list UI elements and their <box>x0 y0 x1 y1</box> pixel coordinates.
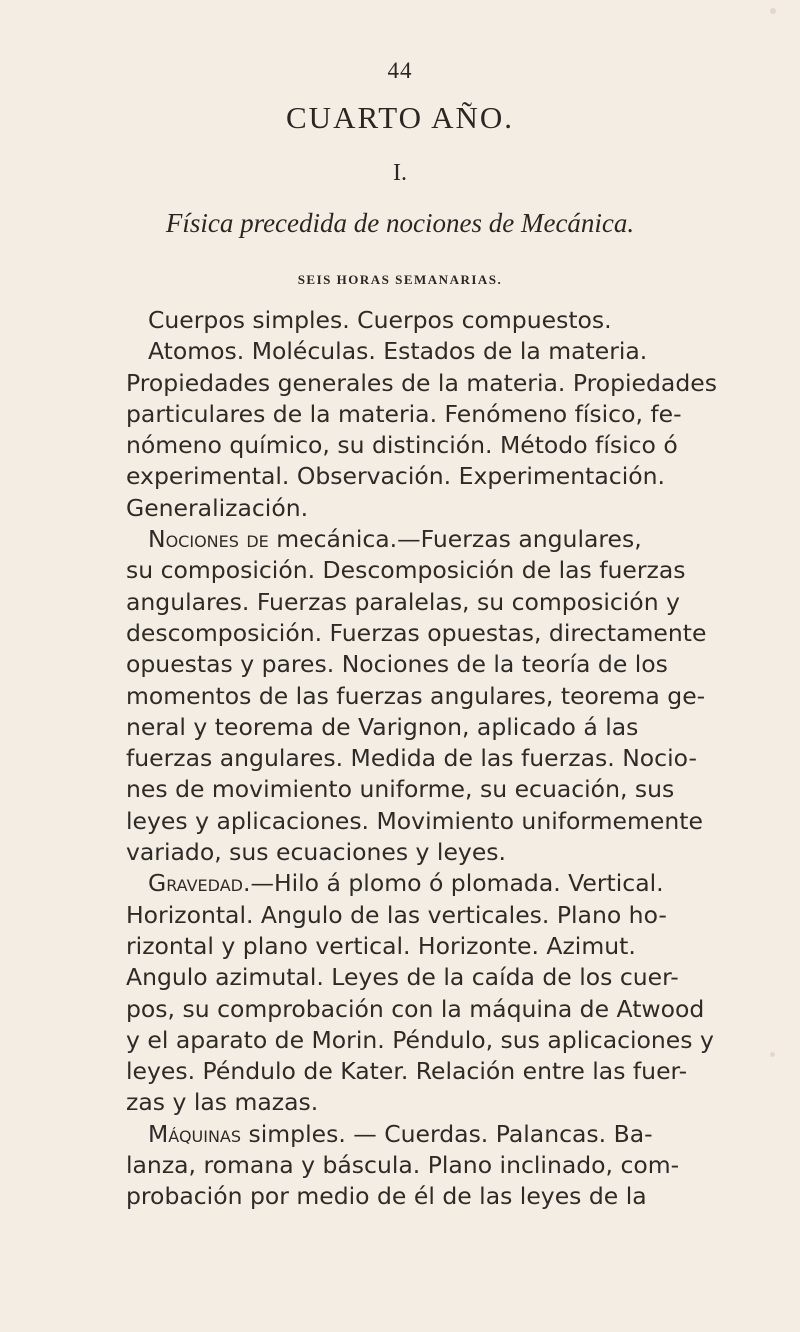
chapter-title: CUARTO AÑO. <box>286 100 514 135</box>
text-line <box>148 1119 788 1150</box>
text-line: Atomos. Moléculas. Estados de la materia. <box>148 337 648 366</box>
text-line: leyes. Péndulo de Kater. Relación entre las fuer- <box>126 1057 688 1086</box>
text-run: mecánica.—Fuerzas angulares, <box>276 525 642 554</box>
weekly-hours: SEIS HORAS SEMANARIAS. <box>297 272 503 287</box>
text-line: Generalización. <box>126 493 309 522</box>
text-line: Horizontal. Angulo de las verticales. Plano ho- <box>126 900 667 929</box>
text-line <box>148 868 788 899</box>
text-line: su composición. Descomposición de las fuerzas <box>126 556 686 585</box>
text-line: particulares de la materia. Fenómeno físico, fe- <box>126 399 682 428</box>
subject-title: Física precedida de nociones de Mecánica. <box>165 208 635 238</box>
text-line: leyes y aplicaciones. Movimiento uniformemente <box>126 806 703 835</box>
text-line: rizontal y plano vertical. Horizonte. Azimut. <box>126 931 636 960</box>
text-line: experimental. Observación. Experimentación. <box>126 462 665 491</box>
body-text <box>126 305 788 1213</box>
text-line: y el aparato de Morin. Péndulo, sus aplicaciones y <box>126 1025 714 1054</box>
text-line: nes de movimiento uniforme, su ecuación, sus <box>126 775 675 804</box>
section-head-nociones: Nociones de <box>148 525 277 554</box>
section-head-maquinas: Máquinas <box>148 1119 249 1148</box>
text-line: Propiedades generales de la materia. Propiedades <box>126 368 717 397</box>
text-line: lanza, romana y báscula. Plano inclinado, com- <box>126 1151 680 1180</box>
text-line: nómeno químico, su distinción. Método físico ó <box>126 431 678 460</box>
text-line: neral y teorema de Varignon, aplicado á las <box>126 712 639 741</box>
section-number: I. <box>393 160 407 186</box>
page-number: 44 <box>387 58 413 83</box>
text-line <box>148 524 788 555</box>
text-line: descomposición. Fuerzas opuestas, directamente <box>126 618 707 647</box>
text-line: Cuerpos simples. Cuerpos compuestos. <box>148 306 612 334</box>
text-line: fuerzas angulares. Medida de las fuerzas. Nocio- <box>126 744 697 773</box>
text-line: opuestas y pares. Nociones de la teoría de los <box>126 650 668 679</box>
text-line: probación por medio de él de las leyes de la <box>126 1182 647 1211</box>
text-line: variado, sus ecuaciones y leyes. <box>126 838 506 867</box>
text-line: momentos de las fuerzas angulares, teorema ge- <box>126 681 706 710</box>
text-line: angulares. Fuerzas paralelas, su composición y <box>126 587 680 616</box>
paper-stain <box>770 8 776 14</box>
text-run: —Hilo á plomo ó plomada. Vertical. <box>250 869 664 898</box>
text-line: pos, su comprobación con la máquina de Atwood <box>126 994 705 1023</box>
text-line: Angulo azimutal. Leyes de la caída de los cuer- <box>126 963 679 992</box>
text-line: zas y las mazas. <box>126 1088 319 1117</box>
text-run: simples. — Cuerdas. Palancas. Ba- <box>248 1119 653 1148</box>
section-head-gravedad: Gravedad. <box>148 869 251 898</box>
